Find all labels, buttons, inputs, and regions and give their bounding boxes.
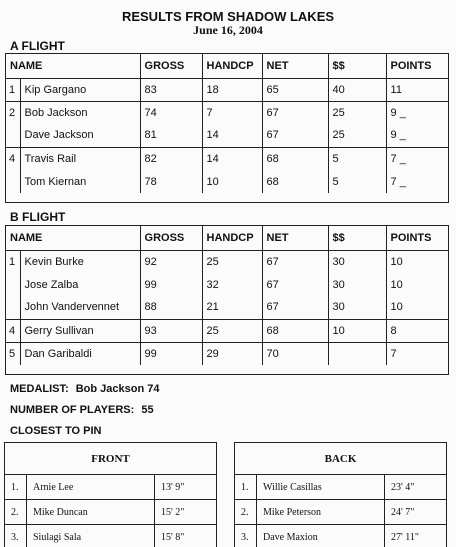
distance-cell: 27' 11": [385, 525, 447, 547]
net-cell: 68: [262, 147, 328, 170]
table-row: [6, 170, 448, 193]
table-row: [6, 124, 448, 147]
gross-cell: 99: [140, 342, 202, 365]
place-cell: 2: [6, 101, 20, 124]
distance-cell: 15' 8": [155, 525, 217, 547]
handicap-cell: 25: [202, 250, 262, 273]
place-cell: 4: [6, 147, 20, 170]
net-cell: 70: [262, 342, 328, 365]
table-row: [6, 342, 448, 365]
table-row: [6, 250, 448, 273]
net-cell: 67: [262, 250, 328, 273]
back-pin-table: [234, 442, 447, 547]
gross-cell: 78: [140, 170, 202, 193]
name-cell: Jose Zalba: [20, 273, 140, 296]
handicap-cell: 14: [202, 147, 262, 170]
gross-cell: 88: [140, 296, 202, 319]
place-cell: [6, 124, 20, 147]
name-cell: Dan Garibaldi: [20, 342, 140, 365]
name-cell: Dave Maxion: [257, 525, 385, 547]
a-flight-table: [6, 54, 448, 193]
money-cell: 40: [328, 78, 386, 101]
money-cell: 5: [328, 147, 386, 170]
col-name-header: NAME: [10, 59, 43, 72]
a-flight-header-row: [6, 54, 448, 78]
col-money-header: $$: [328, 54, 386, 78]
points-cell: 10: [386, 296, 448, 319]
handicap-cell: 18: [202, 78, 262, 101]
distance-cell: 24' 7": [385, 500, 447, 525]
money-cell: 30: [328, 250, 386, 273]
table-row: [6, 319, 448, 342]
rank-cell: 2.: [5, 500, 27, 525]
name-cell: Dave Jackson: [20, 124, 140, 147]
players-value: 55: [141, 404, 154, 416]
rank-cell: 1.: [5, 475, 27, 500]
distance-cell: 15' 2": [155, 500, 217, 525]
gross-cell: 83: [140, 78, 202, 101]
points-cell: 7 _: [386, 147, 448, 170]
handicap-cell: 29: [202, 342, 262, 365]
name-cell: Mike Peterson: [257, 500, 385, 525]
name-cell: Arnie Lee: [27, 475, 155, 500]
distance-cell: 13' 9": [155, 475, 217, 500]
money-cell: 30: [328, 296, 386, 319]
name-cell: John Vandervennet: [20, 296, 140, 319]
net-cell: 67: [262, 296, 328, 319]
medalist-label: MEDALIST:: [10, 383, 69, 395]
name-cell: Tom Kiernan: [20, 170, 140, 193]
gross-cell: 82: [140, 147, 202, 170]
col-net-header: NET: [262, 54, 328, 78]
money-cell: 10: [328, 319, 386, 342]
b-flight-table: [6, 226, 448, 365]
col-gross-header: GROSS: [140, 54, 202, 78]
place-cell: [6, 296, 20, 319]
col-money-header: $$: [328, 226, 386, 250]
name-cell: Willie Casillas: [257, 475, 385, 500]
page-title: RESULTS FROM SHADOW LAKES: [121, 9, 335, 24]
name-cell: Kip Gargano: [20, 78, 140, 101]
front-heading: FRONT: [5, 443, 217, 475]
b-flight-heading: B FLIGHT: [10, 210, 66, 224]
gross-cell: 81: [140, 124, 202, 147]
col-handicap-header: HANDCP: [202, 226, 262, 250]
net-cell: 67: [262, 124, 328, 147]
money-cell: [328, 342, 386, 365]
gross-cell: 93: [140, 319, 202, 342]
col-net-header: NET: [262, 226, 328, 250]
place-cell: 4: [6, 319, 20, 342]
name-cell: Kevin Burke: [20, 250, 140, 273]
place-cell: 5: [6, 342, 20, 365]
event-date: June 16, 2004: [193, 23, 263, 37]
list-item: [235, 500, 447, 525]
col-points-header: POINTS: [386, 226, 448, 250]
money-cell: 5: [328, 170, 386, 193]
handicap-cell: 32: [202, 273, 262, 296]
col-handicap-header: HANDCP: [202, 54, 262, 78]
name-cell: Mike Duncan: [27, 500, 155, 525]
handicap-cell: 25: [202, 319, 262, 342]
list-item: [235, 525, 447, 547]
place-cell: 1: [6, 78, 20, 101]
players-label: NUMBER OF PLAYERS:: [10, 404, 135, 416]
players-line: [10, 404, 154, 416]
back-heading: BACK: [235, 443, 447, 475]
handicap-cell: 10: [202, 170, 262, 193]
rank-cell: 2.: [235, 500, 257, 525]
closest-to-pin-heading: CLOSEST TO PIN: [10, 425, 102, 437]
table-row: [6, 78, 448, 101]
col-name-header: NAME: [10, 231, 43, 244]
a-flight-heading: A FLIGHT: [10, 39, 65, 53]
list-item: [5, 525, 217, 547]
name-cell: Gerry Sullivan: [20, 319, 140, 342]
b-flight-header-row: [6, 226, 448, 250]
place-cell: [6, 273, 20, 296]
handicap-cell: 21: [202, 296, 262, 319]
points-cell: 10: [386, 273, 448, 296]
rank-cell: 1.: [235, 475, 257, 500]
place-cell: [6, 170, 20, 193]
gross-cell: 92: [140, 250, 202, 273]
net-cell: 68: [262, 319, 328, 342]
front-pin-table: [4, 442, 217, 547]
net-cell: 67: [262, 101, 328, 124]
medalist-line: [10, 383, 160, 395]
points-cell: 7: [386, 342, 448, 365]
money-cell: 30: [328, 273, 386, 296]
table-row: [6, 101, 448, 124]
points-cell: 8: [386, 319, 448, 342]
handicap-cell: 14: [202, 124, 262, 147]
gross-cell: 74: [140, 101, 202, 124]
money-cell: 25: [328, 124, 386, 147]
points-cell: 11: [386, 78, 448, 101]
points-cell: 7 _: [386, 170, 448, 193]
table-row: [6, 147, 448, 170]
col-gross-header: GROSS: [140, 226, 202, 250]
place-cell: 1: [6, 250, 20, 273]
table-row: [6, 273, 448, 296]
rank-cell: 3.: [5, 525, 27, 547]
list-item: [5, 475, 217, 500]
list-item: [5, 500, 217, 525]
net-cell: 65: [262, 78, 328, 101]
medalist-value: Bob Jackson 74: [75, 383, 160, 395]
rank-cell: 3.: [235, 525, 257, 547]
list-item: [235, 475, 447, 500]
name-cell: Bob Jackson: [20, 101, 140, 124]
distance-cell: 23' 4": [385, 475, 447, 500]
net-cell: 67: [262, 273, 328, 296]
net-cell: 68: [262, 170, 328, 193]
points-cell: 9 _: [386, 124, 448, 147]
handicap-cell: 7: [202, 101, 262, 124]
table-row: [6, 296, 448, 319]
points-cell: 10: [386, 250, 448, 273]
name-cell: Travis Rail: [20, 147, 140, 170]
points-cell: 9 _: [386, 101, 448, 124]
money-cell: 25: [328, 101, 386, 124]
gross-cell: 99: [140, 273, 202, 296]
name-cell: Siulagi Sala: [27, 525, 155, 547]
col-points-header: POINTS: [386, 54, 448, 78]
